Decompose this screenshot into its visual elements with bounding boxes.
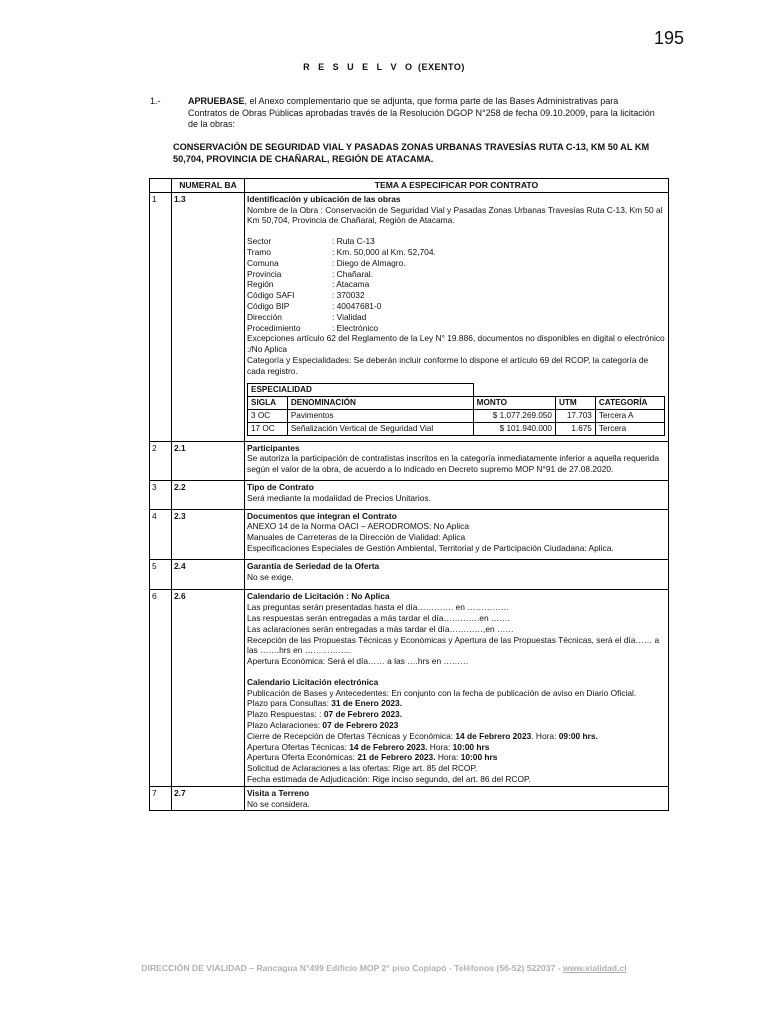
- row-numeral: 2.6: [172, 590, 245, 787]
- row-number: 7: [150, 786, 172, 811]
- section-text: Se autoriza la participación de contratistas inscritos en la categoría inmediatamente inferior a aquella requerida según el valor de la obra, de acuerdo a lo indicado en Decreto supremo MOP N°91 de 27.08.2020.: [247, 453, 660, 475]
- row-content: [245, 590, 669, 787]
- field-label: Comuna: [247, 257, 279, 268]
- esp-header-denominacion: DENOMINACIÓN: [287, 396, 473, 409]
- field-value: : Chañaral.: [332, 268, 373, 279]
- field-label: Dirección: [247, 311, 282, 322]
- esp-header-utm: UTM: [555, 396, 595, 409]
- field-value: : Atacama: [332, 279, 370, 290]
- field-value: : Km. 50,000 al Km. 52,704.: [332, 246, 436, 257]
- field-label: Provincia: [247, 268, 282, 279]
- resuelvo-heading: R E S U E L V O (EXENTO): [303, 62, 465, 72]
- section-title: Calendario de Licitación : No Aplica: [247, 591, 390, 602]
- esp-cell: 1.675: [555, 422, 595, 435]
- footer-link[interactable]: www.vialidad.cl: [562, 963, 627, 973]
- table-row: [150, 480, 669, 509]
- section-line: Recepción de las Propuestas Técnicas y Económicas y Apertura de las Propuestas Técnicas, será el día…… a las …….hrs en ……………..: [247, 634, 660, 656]
- field-value: : Vialidad: [332, 311, 367, 322]
- field-value: : Ruta C-13: [332, 236, 375, 247]
- header-numeral: NUMERAL BA: [172, 179, 245, 193]
- especialidad-table: [247, 383, 665, 436]
- field-value: : 40047681-0: [332, 300, 382, 311]
- section-subtitle: Calendario Licitación electrónica: [247, 676, 379, 687]
- esp-cell: Pavimentos: [287, 409, 473, 422]
- header-tema: TEMA A ESPECIFICAR POR CONTRATO: [245, 179, 669, 193]
- contract-table: [149, 178, 669, 811]
- row-number: 2: [150, 441, 172, 480]
- field-value: : Electrónico: [332, 322, 379, 333]
- calendar-line: Fecha estimada de Adjudicación: Rige inciso segundo, del art. 86 del RCOP.: [247, 774, 531, 785]
- calendar-line: Apertura Ofertas Técnicas: 14 de Febrero 2023. Hora: 10:00 hrs: [247, 741, 490, 752]
- esp-cell: 3 OC: [248, 409, 288, 422]
- row-content: [245, 480, 669, 509]
- row-content: [245, 441, 669, 480]
- esp-cell: $ 101.940.000: [473, 422, 555, 435]
- nombre-obra: Nombre de la Obra : Conservación de Seguridad Vial y Pasadas Zonas Urbanas Travesías Ruta C-13, Km 50 al Km 50,704, Provincia de Chañaral, Región de Atacama.: [247, 204, 663, 226]
- field-label: Código BIP: [247, 300, 290, 311]
- section-line: Apertura Económica: Será el día…… a las ….hrs en ………: [247, 656, 469, 667]
- esp-header-categoria: CATEGORÍA: [595, 396, 664, 409]
- calendar-line: Cierre de Recepción de Ofertas Técnicas y Económica: 14 de Febrero 2023. Hora: 09:00 hrs.: [247, 730, 598, 741]
- field-value: : 370032: [332, 290, 365, 301]
- field-label: Región: [247, 279, 274, 290]
- esp-cell: $ 1.077.269.050: [473, 409, 555, 422]
- excepciones-text: Excepciones artículo 62 del Reglamento de la Ley N° 19.886, documentos no disponibles en digital o electrónico :/No Aplica: [247, 333, 665, 355]
- calendar-line: Apertura Oferta Económicas: 21 de Febrero 2023. Hora: 10:00 hrs: [247, 752, 498, 763]
- table-row: [150, 509, 669, 559]
- esp-cell: 17 OC: [248, 422, 288, 435]
- esp-cell: 17.703: [555, 409, 595, 422]
- section-title: Tipo de Contrato: [247, 481, 314, 492]
- section-title: Identificación y ubicación de las obras: [247, 193, 401, 204]
- section-line: Especificaciones Especiales de Gestión Ambiental, Territorial y de Participación Ciudadana: Aplica.: [247, 542, 614, 553]
- item-number: 1.-: [150, 96, 161, 106]
- row-number: 4: [150, 509, 172, 559]
- page-footer: DIRECCIÓN DE VIALIDAD – Rancagua N°499 Edificio MOP 2° piso Copiapó - Teléfonos (56-52) 522037 - www.vialidad.cl: [141, 963, 627, 973]
- calendar-line: Plazo Respuestas: : 07 de Febrero 2023.: [247, 709, 403, 720]
- esp-cell: Señalización Vertical de Seguridad Vial: [287, 422, 473, 435]
- esp-header-monto: MONTO: [473, 396, 555, 409]
- section-line: ANEXO 14 de la Norma OACI – AERODROMOS: No Aplica: [247, 521, 470, 532]
- calendar-line: Plazo para Consultas: 31 de Enero 2023.: [247, 698, 403, 709]
- row-number: 5: [150, 559, 172, 590]
- section-title: Visita a Terreno: [247, 787, 310, 798]
- field-label: Procedimiento: [247, 322, 301, 333]
- row-numeral: 2.3: [172, 509, 245, 559]
- table-row: [150, 559, 669, 590]
- field-label: Código SAFI: [247, 290, 295, 301]
- field-label: Tramo: [247, 246, 271, 257]
- table-row: [150, 590, 669, 787]
- row-number: 1: [150, 192, 172, 441]
- row-number: 6: [150, 590, 172, 787]
- calendar-line: Plazo Aclaraciones: 07 de Febrero 2023: [247, 720, 399, 731]
- section-text: Será mediante la modalidad de Precios Unitarios.: [247, 492, 431, 503]
- section-text: No se exige.: [247, 571, 294, 582]
- calendar-line: Solicitud de Aclaraciones a las ofertas: Rige art. 85 del RCOP.: [247, 763, 478, 774]
- categoria-text: Categoría y Especialidades: Se deberán incluir conforme lo dispone el artículo 69 del RCOP, la categoría de cada registro.: [247, 354, 649, 376]
- section-line: Las respuestas serán entregadas a más tardar el día………….en …….: [247, 612, 511, 623]
- table-row: [150, 441, 669, 480]
- row-numeral: 2.2: [172, 480, 245, 509]
- row-content: [245, 786, 669, 811]
- row-content: [245, 559, 669, 590]
- especialidad-title: ESPECIALIDAD: [248, 383, 474, 396]
- esp-header-sigla: SIGLA: [248, 396, 288, 409]
- item-paragraph: APRUEBASE, el Anexo complementario que se adjunta, que forma parte de las Bases Administrativas para Contratos de Obras Públicas aprobadas través de la Resolución DGOP N°258 de fecha 09.10.2009, para la licitación de la obras:: [188, 96, 655, 129]
- works-title: CONSERVACIÓN DE SEGURIDAD VIAL Y PASADAS ZONAS URBANAS TRAVESÍAS RUTA C-13, KM 50 AL KM 50,704, PROVINCIA DE CHAÑARAL, REGIÓN DE ATACAMA.: [173, 142, 650, 164]
- row-numeral: 1.3: [172, 192, 245, 441]
- table-row: [248, 422, 665, 435]
- field-value: : Diego de Almagro.: [332, 257, 406, 268]
- row-numeral: 2.7: [172, 786, 245, 811]
- row-content: [245, 192, 669, 441]
- esp-cell: Tercera: [595, 422, 664, 435]
- row-numeral: 2.1: [172, 441, 245, 480]
- table-header-row: [150, 179, 669, 193]
- row-content: [245, 509, 669, 559]
- section-title: Garantía de Seriedad de la Oferta: [247, 560, 380, 571]
- section-text: No se considera.: [247, 798, 310, 809]
- section-line: Manuales de Carreteras de la Dirección de Vialidad: Aplica: [247, 532, 466, 543]
- section-title: Documentos que integran el Contrato: [247, 510, 397, 521]
- row-numeral: 2.4: [172, 559, 245, 590]
- table-row: [150, 786, 669, 811]
- calendar-line: Publicación de Bases y Antecedentes: En conjunto con la fecha de publicación de aviso en Diario Oficial.: [247, 687, 637, 698]
- section-line: Las aclaraciones serán entregadas a más tardar el día…………,en ……: [247, 623, 514, 634]
- section-title: Participantes: [247, 442, 300, 453]
- field-label: Sector: [247, 236, 272, 247]
- table-row: [248, 409, 665, 422]
- header-blank: [150, 179, 172, 193]
- row-number: 3: [150, 480, 172, 509]
- section-line: Las preguntas serán presentadas hasta el día…………. en ……………: [247, 602, 510, 613]
- page-number: 195: [653, 28, 684, 48]
- esp-cell: Tercera A: [595, 409, 664, 422]
- table-row: [150, 192, 669, 441]
